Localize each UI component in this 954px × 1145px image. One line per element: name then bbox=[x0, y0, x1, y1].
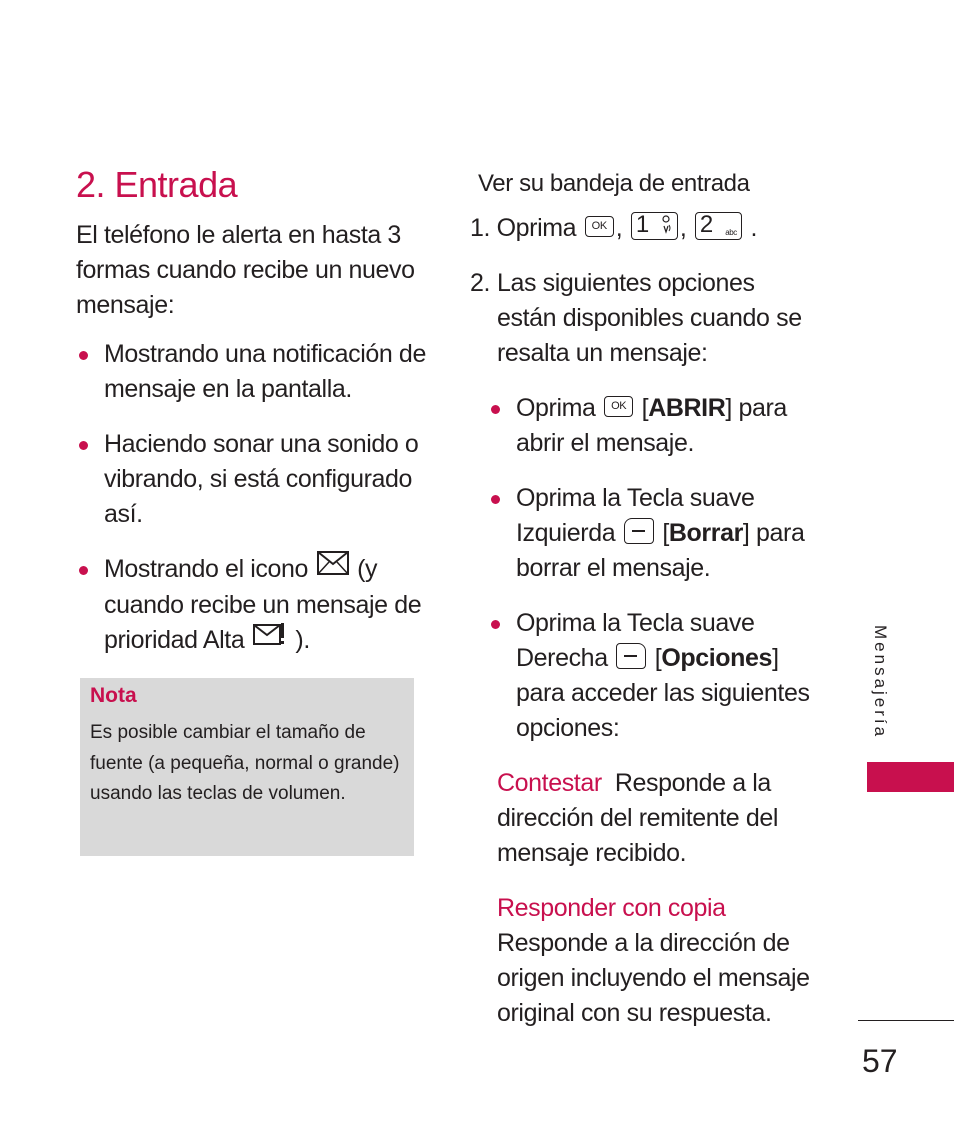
step-number: 1. bbox=[470, 214, 491, 242]
page-title: 2. Entrada bbox=[76, 164, 238, 205]
ok-key-icon: OK bbox=[585, 216, 614, 237]
page-number: 57 bbox=[862, 1043, 898, 1079]
submenu-text: Responde a la dirección del remitente del mensaje recibido. bbox=[497, 769, 779, 867]
key-digit: 1 bbox=[635, 211, 649, 239]
bullet-icon bbox=[104, 552, 434, 659]
option-text: para borrar el mensaje. bbox=[516, 519, 805, 582]
key-letters: abc bbox=[725, 228, 737, 238]
right-soft-key-icon bbox=[616, 643, 646, 669]
bullet-text: Mostrando una notificación de mensaje en la pantalla. bbox=[104, 340, 426, 403]
key-digit: 2 bbox=[699, 211, 713, 239]
step-1 bbox=[470, 211, 810, 246]
option-label-abrir: ABRIR bbox=[648, 394, 726, 422]
option-text: para acceder las siguientes opciones: bbox=[516, 679, 810, 742]
submenu-text: Responde a la dirección de origen incluyendo el mensaje original con su respuesta. bbox=[497, 929, 810, 1027]
two-key-icon bbox=[695, 212, 742, 240]
note-title: Nota bbox=[90, 684, 137, 707]
separator: , bbox=[615, 214, 623, 242]
intro-paragraph: El teléfono le alerta en hasta 3 formas cuando recibe un nuevo mensaje: bbox=[76, 221, 415, 319]
step-text: Oprima bbox=[496, 214, 577, 242]
submenu-title: Contestar bbox=[497, 769, 602, 797]
option-text: Oprima la Tecla suave Derecha bbox=[516, 609, 755, 672]
page-number-rule bbox=[858, 1020, 954, 1021]
option-text: Oprima la Tecla suave Izquierda bbox=[516, 484, 755, 547]
section-tab-marker bbox=[867, 762, 954, 792]
one-key-icon bbox=[631, 212, 678, 240]
submenu-contestar bbox=[497, 766, 817, 871]
bullet-text: Mostrando el icono bbox=[104, 555, 309, 583]
ok-key-icon: OK bbox=[604, 396, 633, 417]
bullet-text: Haciendo sonar una sonido o vibrando, si está configurado así. bbox=[104, 430, 419, 528]
section-side-label: Mensajería bbox=[871, 625, 890, 740]
option-text: para abrir el mensaje. bbox=[516, 394, 787, 457]
inbox-subheading: Ver su bandeja de entrada bbox=[478, 170, 750, 197]
note-body: Es posible cambiar el tamaño de fuente (a pequeña, normal o grande) usando las teclas de volumen. bbox=[90, 722, 400, 804]
bullet-sound bbox=[104, 427, 434, 532]
bullet-text: ). bbox=[295, 625, 310, 654]
step-end: . bbox=[750, 214, 757, 242]
option-open: Oprima OK [ABRIR] para abrir el mensaje. bbox=[516, 391, 816, 461]
separator: , bbox=[679, 214, 687, 242]
envelope-icon bbox=[317, 550, 349, 585]
option-delete: Oprima la Tecla suave Izquierda [Borrar] para borrar el mensaje. bbox=[516, 481, 816, 586]
step-2-text: Las siguientes opciones están disponibles cuando se resalta un mensaje: bbox=[497, 269, 802, 367]
option-text: Oprima bbox=[516, 394, 596, 422]
option-label-opciones: Opciones bbox=[661, 644, 773, 672]
bullet-notification bbox=[104, 337, 434, 407]
step-number: 2. bbox=[470, 269, 491, 297]
option-options: Oprima la Tecla suave Derecha [Opciones] para acceder las siguientes opciones: bbox=[516, 606, 816, 746]
submenu-title: Responder con copia bbox=[497, 894, 726, 922]
envelope-priority-icon bbox=[253, 621, 287, 656]
note-box bbox=[80, 678, 414, 856]
bullet-text: (y cuando recibe un mensaje de prioridad Alta bbox=[104, 555, 422, 654]
option-label-borrar: Borrar bbox=[668, 519, 743, 547]
left-soft-key-icon bbox=[624, 518, 654, 544]
